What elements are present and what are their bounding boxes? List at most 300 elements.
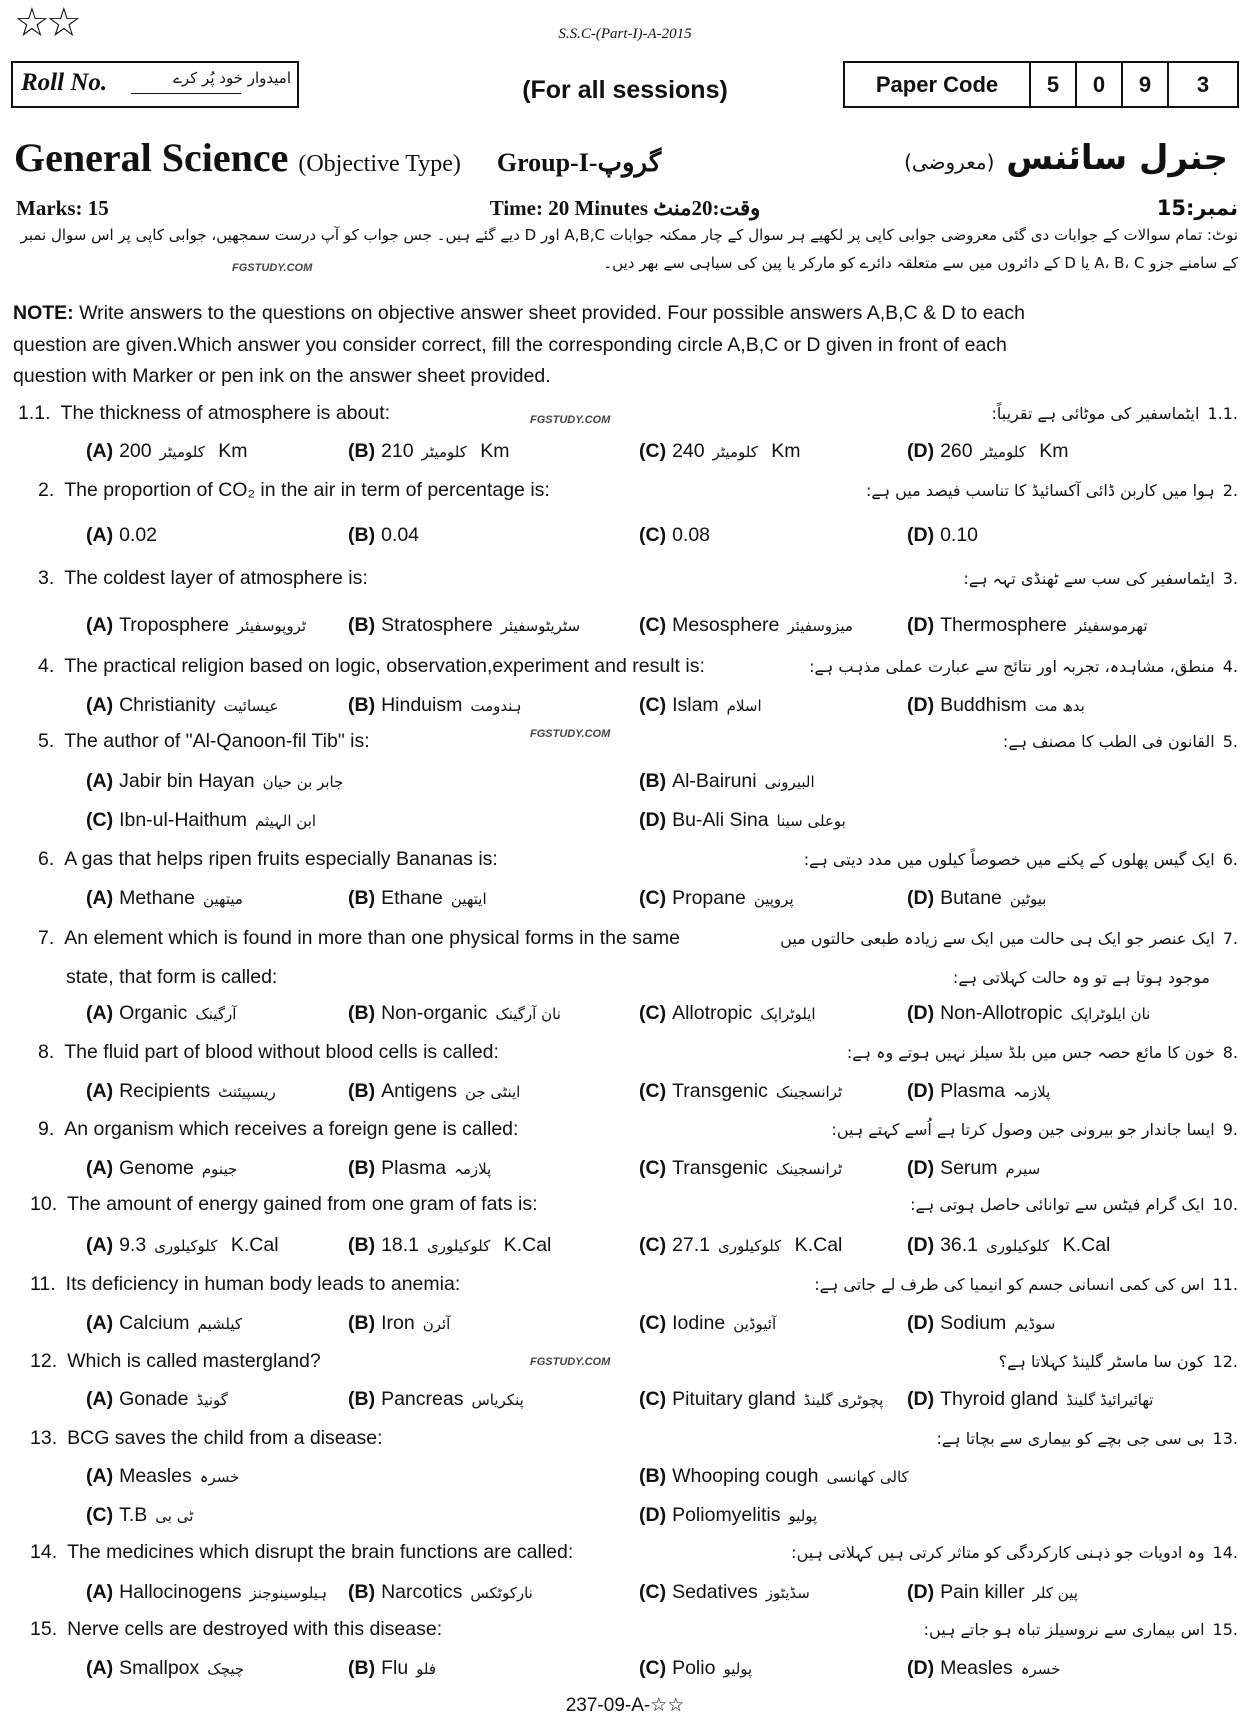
option-urdu: عیسائیت: [223, 697, 279, 715]
question-urdu-number: .1.1: [1207, 404, 1238, 423]
answer-option[interactable]: [86, 1388, 236, 1411]
option-text: 0.02: [119, 524, 158, 546]
question-stem: Which is called mastergland?: [67, 1350, 321, 1372]
option-text: Hinduism: [381, 694, 463, 716]
question-stem: The author of "Al-Qanoon-fil Tib" is:: [64, 730, 370, 752]
note-line: question are given.Which answer you consider correct, fill the corresponding circle A,B,C or D given in front of each: [13, 334, 1007, 356]
question-text: [18, 402, 390, 425]
option-urdu: سیرم: [1005, 1160, 1041, 1178]
option-letter: (D): [907, 1234, 935, 1256]
answer-option[interactable]: [639, 1657, 760, 1680]
option-text: Polio: [672, 1657, 716, 1679]
option-letter: (B): [348, 440, 376, 462]
urdu-paper-type: (معروضی): [904, 150, 995, 174]
answer-option[interactable]: [348, 1657, 444, 1680]
answer-option[interactable]: [86, 1312, 250, 1335]
answer-option[interactable]: [907, 1388, 1161, 1411]
option-letter: (C): [86, 809, 114, 831]
answer-option[interactable]: [348, 694, 530, 717]
answer-option[interactable]: [907, 614, 1156, 637]
answer-option[interactable]: [639, 809, 854, 832]
option-text: 210 Km: [381, 440, 510, 462]
option-text: 0.04: [381, 524, 420, 546]
answer-option[interactable]: [86, 809, 324, 832]
option-letter: (A): [86, 1388, 114, 1410]
answer-option[interactable]: [86, 614, 314, 637]
answer-option[interactable]: [907, 1234, 1110, 1257]
option-urdu: پولیو: [723, 1660, 753, 1678]
question-stem: Its deficiency in human body leads to anemia:: [65, 1273, 461, 1295]
option-text: Plasma: [940, 1080, 1006, 1102]
option-urdu: چیچک: [207, 1660, 245, 1678]
answer-option[interactable]: [86, 1080, 284, 1103]
answer-option[interactable]: [907, 694, 1093, 717]
option-letter: (A): [86, 1465, 114, 1487]
paper-code-digit: 9: [1121, 63, 1167, 106]
option-text: Transgenic: [672, 1157, 768, 1179]
option-urdu: ٹرانسجینک: [775, 1083, 843, 1101]
answer-option[interactable]: [348, 1157, 499, 1180]
answer-option[interactable]: [639, 1157, 850, 1180]
option-letter: (B): [348, 1234, 376, 1256]
question-urdu-text: وہ ادویات جو ذہنی کارکردگی کو متاثر کرتی ہیں کہلاتی ہیں:: [791, 1543, 1205, 1562]
option-urdu: تھائیرائیڈ گلینڈ: [1066, 1391, 1154, 1409]
option-text: Mesosphere: [672, 614, 780, 636]
option-urdu: نارکوٹکس: [470, 1584, 533, 1602]
option-text: Recipients: [119, 1080, 211, 1102]
option-text: Antigens: [381, 1080, 457, 1102]
question-text: [30, 1427, 383, 1450]
option-urdu: ٹرانسجینک: [775, 1160, 843, 1178]
option-letter: (B): [348, 1657, 376, 1679]
paper-code-box: [843, 61, 1239, 108]
answer-option[interactable]: [907, 1312, 1063, 1335]
answer-option[interactable]: [907, 440, 1069, 463]
answer-option[interactable]: [907, 524, 994, 547]
answer-option[interactable]: [907, 1080, 1058, 1103]
note-line: question with Marker or pen ink on the answer sheet provided.: [13, 365, 551, 387]
question-urdu-text: منطق، مشاہدہ، تجربہ اور نتائج سے عبارت عملی مذہب ہے:: [809, 657, 1215, 676]
question-urdu: [1003, 732, 1238, 751]
option-urdu: اسلام: [726, 697, 762, 715]
option-text: 9.3 K.Cal: [119, 1234, 279, 1256]
question-urdu-continued: موجود ہوتا ہے تو وہ حالت کہلاتی ہے:: [952, 968, 1210, 987]
option-letter: (D): [907, 1080, 935, 1102]
question-urdu-text: ہوا میں کاربن ڈائی آکسائیڈ کا تناسب فیصد میں ہے:: [865, 481, 1215, 500]
option-text: Calcium: [119, 1312, 190, 1334]
question-urdu-number: .4: [1222, 657, 1238, 676]
option-text: 0.10: [940, 524, 979, 546]
note-label: NOTE:: [13, 302, 74, 324]
urdu-note-line: نوٹ: تمام سوالات کے جوابات دی گئی معروضی جوابی کاپی پر لکھیے ہر سوال کے چار ممکنہ جوابات A,B,C اور D دیے گئے ہیں۔ جس جواب کو آپ درست سمجھیں، جوابی کاپی پر اس سوال نمبر: [20, 226, 1238, 244]
question-stem: The coldest layer of atmosphere is:: [64, 567, 368, 589]
question-urdu-text: القانون فی الطب کا مصنف ہے:: [1002, 732, 1215, 751]
answer-option[interactable]: [86, 1581, 335, 1604]
question-text: [38, 479, 550, 502]
question-urdu: [992, 404, 1238, 423]
question-number: 5.: [38, 730, 55, 752]
option-text: T.B: [119, 1504, 148, 1526]
option-text: Smallpox: [119, 1657, 200, 1679]
roll-urdu-label: امیدوار خود پُر کرے: [173, 69, 291, 87]
option-letter: (C): [639, 1388, 667, 1410]
question-text: [30, 1618, 442, 1641]
option-text: Iodine: [672, 1312, 726, 1334]
option-letter: (C): [639, 1157, 667, 1179]
option-text: Pituitary gland: [672, 1388, 796, 1410]
question-urdu-text: ایٹماسفیر کی سب سے ٹھنڈی تہہ ہے:: [963, 569, 1215, 588]
question-number: 6.: [38, 848, 55, 870]
question-text: [30, 1273, 460, 1296]
question-urdu: [809, 657, 1238, 676]
option-text: Flu: [381, 1657, 409, 1679]
option-letter: (B): [348, 1581, 376, 1603]
option-letter: (D): [907, 1657, 935, 1679]
option-urdu: پلازمہ: [1013, 1083, 1051, 1101]
question-text: [38, 730, 370, 753]
question-urdu-number: .12: [1212, 1352, 1238, 1371]
option-urdu: ایلوٹراپک: [760, 1005, 816, 1023]
option-text: Serum: [940, 1157, 998, 1179]
answer-option[interactable]: [86, 1157, 245, 1180]
option-letter: (C): [639, 1657, 667, 1679]
option-text: Christianity: [119, 694, 216, 716]
option-text: Transgenic: [672, 1080, 768, 1102]
answer-option[interactable]: [639, 694, 770, 717]
option-text: Poliomyelitis: [672, 1504, 781, 1526]
option-letter: (B): [348, 1388, 376, 1410]
question-stem: The thickness of atmosphere is about:: [60, 402, 391, 424]
watermark: FGSTUDY.COM: [530, 728, 611, 740]
option-urdu: آرگینک: [195, 1005, 237, 1023]
answer-option[interactable]: [907, 1002, 1158, 1025]
answer-option[interactable]: [907, 1581, 1086, 1604]
question-stem: BCG saves the child from a disease:: [67, 1427, 383, 1449]
roll-label: Roll No.: [21, 69, 108, 96]
paper-code-digit: 5: [1029, 63, 1075, 106]
answer-option[interactable]: [348, 614, 588, 637]
option-letter: (B): [639, 1465, 667, 1487]
paper-code-label: Paper Code: [875, 71, 999, 97]
answer-option[interactable]: [639, 1234, 842, 1257]
question-urdu-number: .8: [1222, 1043, 1238, 1062]
option-text: Measles: [119, 1465, 192, 1487]
question-urdu-number: .3: [1222, 569, 1238, 588]
option-urdu: بدھ مت: [1034, 697, 1085, 715]
answer-option[interactable]: [639, 440, 801, 463]
answer-option[interactable]: [86, 1657, 252, 1680]
option-urdu: البیرونی: [764, 773, 815, 791]
question-stem: An element which is found in more than one physical forms in the same: [64, 927, 680, 949]
question-stem: The fluid part of blood without blood cells is called:: [64, 1041, 499, 1063]
answer-option[interactable]: [639, 1002, 824, 1025]
answer-option[interactable]: [639, 524, 726, 547]
option-urdu: نان ایلوٹراپک: [1070, 1005, 1151, 1023]
option-urdu: سڈیٹوز: [765, 1584, 810, 1602]
option-text: Jabir bin Hayan: [119, 770, 255, 792]
question-urdu-number: .5: [1222, 732, 1238, 751]
note-text: Write answers to the questions on objective answer sheet provided. Four possible answers A,B,C & D to each: [73, 302, 1025, 324]
question-stem: An organism which receives a foreign gene is called:: [64, 1118, 519, 1140]
option-text: Ethane: [381, 887, 443, 909]
option-text: Plasma: [381, 1157, 447, 1179]
option-text: Sodium: [940, 1312, 1007, 1334]
answer-option[interactable]: [86, 1465, 247, 1488]
option-letter: (D): [907, 887, 935, 909]
option-text: 240 Km: [672, 440, 801, 462]
option-letter: (B): [348, 524, 376, 546]
answer-option[interactable]: [86, 524, 173, 547]
option-letter: (D): [907, 694, 935, 716]
answer-option[interactable]: [86, 1504, 201, 1527]
question-text: [30, 1541, 573, 1564]
question-stem: The amount of energy gained from one gram of fats is:: [67, 1193, 538, 1215]
option-text: Islam: [672, 694, 719, 716]
option-urdu: ہندومت: [470, 697, 522, 715]
watermark: FGSTUDY.COM: [232, 262, 313, 274]
option-text: 260 Km: [940, 440, 1069, 462]
option-urdu: ہیلوسینوجنز: [249, 1584, 328, 1602]
paper-type: (Objective Type): [298, 151, 461, 177]
question-urdu-text: خون کا مائع حصہ جس میں بلڈ سیلز نہیں ہوتے وہ ہے:: [846, 1043, 1215, 1062]
question-urdu-number: .15: [1212, 1620, 1238, 1639]
question-urdu-text: ایسا جاندار جو بیرونی جین وصول کرتا ہے اُسے کہتے ہیں:: [831, 1120, 1215, 1139]
note-line: [13, 302, 1025, 325]
option-urdu: آئیوڈین: [733, 1315, 777, 1333]
question-text: [38, 927, 680, 950]
question-urdu-number: .9: [1222, 1120, 1238, 1139]
question-urdu: [910, 1195, 1238, 1214]
option-text: 0.08: [672, 524, 711, 546]
option-letter: (C): [639, 1581, 667, 1603]
option-urdu: ریسپیئنٹ: [218, 1083, 276, 1101]
option-urdu: سٹریٹوسفیئر: [500, 617, 581, 635]
option-urdu: کلومیٹر: [159, 443, 205, 461]
paper-title: [14, 134, 661, 181]
option-urdu: ایتھین: [450, 890, 487, 908]
answer-option[interactable]: [639, 1581, 818, 1604]
question-urdu-text: ایٹماسفیر کی موٹائی ہے تقریباً:: [991, 404, 1200, 423]
question-urdu-number: .11: [1212, 1275, 1238, 1294]
option-letter: (C): [639, 694, 667, 716]
option-letter: (A): [86, 1234, 114, 1256]
question-text: [30, 1350, 321, 1373]
option-letter: (C): [639, 1002, 667, 1024]
urdu-note-line: کے سامنے جزو A، B، C یا D کے دائروں میں سے متعلقہ دائرے کو مارکر یا پین کی سیاہی سے بھر دیں۔: [603, 254, 1238, 272]
option-letter: (C): [639, 524, 667, 546]
option-text: Propane: [672, 887, 746, 909]
question-number: 3.: [38, 567, 55, 589]
option-urdu: اینٹی جن: [464, 1083, 521, 1101]
option-letter: (A): [86, 524, 114, 546]
option-letter: (B): [348, 1080, 376, 1102]
answer-option[interactable]: [86, 1234, 279, 1257]
option-letter: (C): [639, 1312, 667, 1334]
question-urdu-number: .6: [1222, 850, 1238, 869]
option-text: Iron: [381, 1312, 415, 1334]
option-letter: (A): [86, 1312, 114, 1334]
option-letter: (D): [907, 524, 935, 546]
paper-code-digit: 3: [1167, 63, 1237, 106]
answer-option[interactable]: [907, 1657, 1068, 1680]
stars-mark: ☆☆: [14, 0, 78, 46]
option-urdu: کلومیٹر: [712, 443, 758, 461]
option-text: 36.1 K.Cal: [940, 1234, 1111, 1256]
option-letter: (D): [907, 1312, 935, 1334]
option-text: Thermosphere: [940, 614, 1067, 636]
option-letter: (B): [348, 1002, 376, 1024]
option-text: Sedatives: [672, 1581, 758, 1603]
option-urdu: ٹروپوسفیئر: [236, 617, 307, 635]
answer-option[interactable]: [348, 1312, 458, 1335]
question-urdu-number: .13: [1212, 1429, 1238, 1448]
option-letter: (A): [86, 1002, 114, 1024]
question-urdu-text: ایک گرام فیٹس سے توانائی حاصل ہوتی ہے:: [910, 1195, 1205, 1214]
question-urdu: [866, 481, 1238, 500]
answer-option[interactable]: [86, 887, 251, 910]
option-text: Whooping cough: [672, 1465, 819, 1487]
option-urdu: بیوٹین: [1009, 890, 1047, 908]
answer-option[interactable]: [348, 1234, 551, 1257]
question-number: 14.: [30, 1541, 58, 1563]
question-text: [30, 1193, 538, 1216]
question-urdu-text: اس بیماری سے نروسیلز تباہ ہو جاتے ہیں:: [923, 1620, 1205, 1639]
answer-option[interactable]: [86, 1002, 244, 1025]
option-letter: (C): [639, 887, 667, 909]
option-letter: (D): [907, 1581, 935, 1603]
question-urdu-text: ایک عنصر جو ایک ہی حالت میں ایک سے زیادہ طبعی حالتوں میں: [780, 929, 1215, 948]
option-text: Troposphere: [119, 614, 229, 636]
question-text: [38, 567, 368, 590]
answer-option[interactable]: [348, 1388, 532, 1411]
option-urdu: ابن الہیثم: [254, 812, 317, 830]
answer-option[interactable]: [639, 1388, 891, 1411]
question-urdu-text: ایک گیس پھلوں کے پکنے میں خصوصاً کیلوں میں مدد دیتی ہے:: [803, 850, 1215, 869]
option-text: 200 Km: [119, 440, 248, 462]
sessions-label: (For all sessions): [522, 76, 728, 104]
answer-option[interactable]: [86, 694, 286, 717]
question-stem: The medicines which disrupt the brain functions are called:: [67, 1541, 574, 1563]
answer-option[interactable]: [639, 1312, 784, 1335]
option-urdu: کلومیٹر: [980, 443, 1026, 461]
option-urdu: پین کلر: [1032, 1584, 1078, 1602]
option-urdu: کالی کھانسی: [826, 1468, 909, 1486]
option-letter: (D): [907, 614, 935, 636]
option-text: Pain killer: [940, 1581, 1025, 1603]
option-urdu: ٹی بی: [155, 1507, 194, 1525]
subject-title: General Science: [14, 135, 289, 180]
option-text: Buddhism: [940, 694, 1027, 716]
option-letter: (B): [348, 887, 376, 909]
option-letter: (D): [639, 1504, 667, 1526]
answer-option[interactable]: [907, 1157, 1048, 1180]
option-text: Hallocinogens: [119, 1581, 242, 1603]
answer-option[interactable]: [639, 614, 861, 637]
question-text: [38, 848, 498, 871]
option-text: 27.1 K.Cal: [672, 1234, 843, 1256]
option-letter: (C): [639, 440, 667, 462]
question-urdu: [937, 1429, 1239, 1448]
answer-option[interactable]: [639, 1465, 917, 1488]
urdu-marks-label: نمبر:15: [1156, 196, 1238, 220]
option-text: 18.1 K.Cal: [381, 1234, 552, 1256]
option-letter: (A): [86, 694, 114, 716]
option-letter: (D): [907, 440, 935, 462]
option-letter: (B): [348, 694, 376, 716]
question-number: 12.: [30, 1350, 58, 1372]
time-label: Time: 20 Minutes وقت:20منٹ: [489, 196, 761, 220]
option-letter: (C): [639, 1080, 667, 1102]
option-letter: (D): [639, 809, 667, 831]
option-letter: (D): [907, 1388, 935, 1410]
question-text: [38, 1041, 499, 1064]
option-text: Stratosphere: [381, 614, 493, 636]
question-urdu: [791, 1543, 1238, 1562]
option-text: Measles: [940, 1657, 1013, 1679]
question-urdu-number: .10: [1212, 1195, 1238, 1214]
question-text: [38, 1118, 518, 1141]
question-stem: The practical religion based on logic, observation,experiment and result is:: [64, 655, 705, 677]
question-number: 13.: [30, 1427, 58, 1449]
answer-option[interactable]: [639, 887, 802, 910]
option-urdu: کلوکیلوری: [427, 1237, 491, 1255]
option-letter: (A): [86, 887, 114, 909]
question-urdu: [780, 929, 1238, 948]
question-urdu-number: .2: [1222, 481, 1238, 500]
answer-option[interactable]: [639, 1080, 850, 1103]
option-urdu: کلوکیلوری: [154, 1237, 218, 1255]
option-text: Genome: [119, 1157, 194, 1179]
option-urdu: کیلشیم: [197, 1315, 243, 1333]
option-urdu: جینوم: [201, 1160, 238, 1178]
group-label: Group-I-گروپ: [496, 148, 662, 177]
option-letter: (B): [348, 1157, 376, 1179]
answer-option[interactable]: [348, 1581, 541, 1604]
urdu-subject: جنرل سائنس: [1006, 138, 1228, 178]
question-urdu: [963, 569, 1238, 588]
marks-label: Marks: 15: [16, 196, 109, 220]
option-letter: (B): [639, 770, 667, 792]
option-text: Thyroid gland: [940, 1388, 1059, 1410]
answer-option[interactable]: [348, 1002, 569, 1025]
answer-option[interactable]: [348, 887, 495, 910]
watermark: FGSTUDY.COM: [530, 1356, 611, 1368]
question-number: 9.: [38, 1118, 55, 1140]
question-urdu: [847, 1043, 1238, 1062]
answer-option[interactable]: [348, 1080, 528, 1103]
question-text-continued: state, that form is called:: [66, 966, 278, 988]
watermark: FGSTUDY.COM: [530, 414, 611, 426]
option-urdu: خسرہ: [1020, 1660, 1061, 1678]
answer-option[interactable]: [348, 524, 435, 547]
question-urdu: [814, 1275, 1238, 1294]
option-letter: (B): [348, 1312, 376, 1334]
option-letter: (A): [86, 614, 114, 636]
option-urdu: پولیو: [788, 1507, 818, 1525]
option-urdu: تھرموسفیئر: [1074, 617, 1148, 635]
answer-option[interactable]: [86, 440, 248, 463]
option-urdu: خسرہ: [199, 1468, 240, 1486]
answer-option[interactable]: [86, 770, 351, 793]
answer-option[interactable]: [639, 1504, 825, 1527]
answer-option[interactable]: [639, 770, 823, 793]
option-text: Allotropic: [672, 1002, 753, 1024]
answer-option[interactable]: [907, 887, 1054, 910]
option-urdu: نان آرگینک: [495, 1005, 561, 1023]
option-letter: (A): [86, 1080, 114, 1102]
answer-option[interactable]: [348, 440, 510, 463]
option-urdu: پلازمہ: [454, 1160, 492, 1178]
